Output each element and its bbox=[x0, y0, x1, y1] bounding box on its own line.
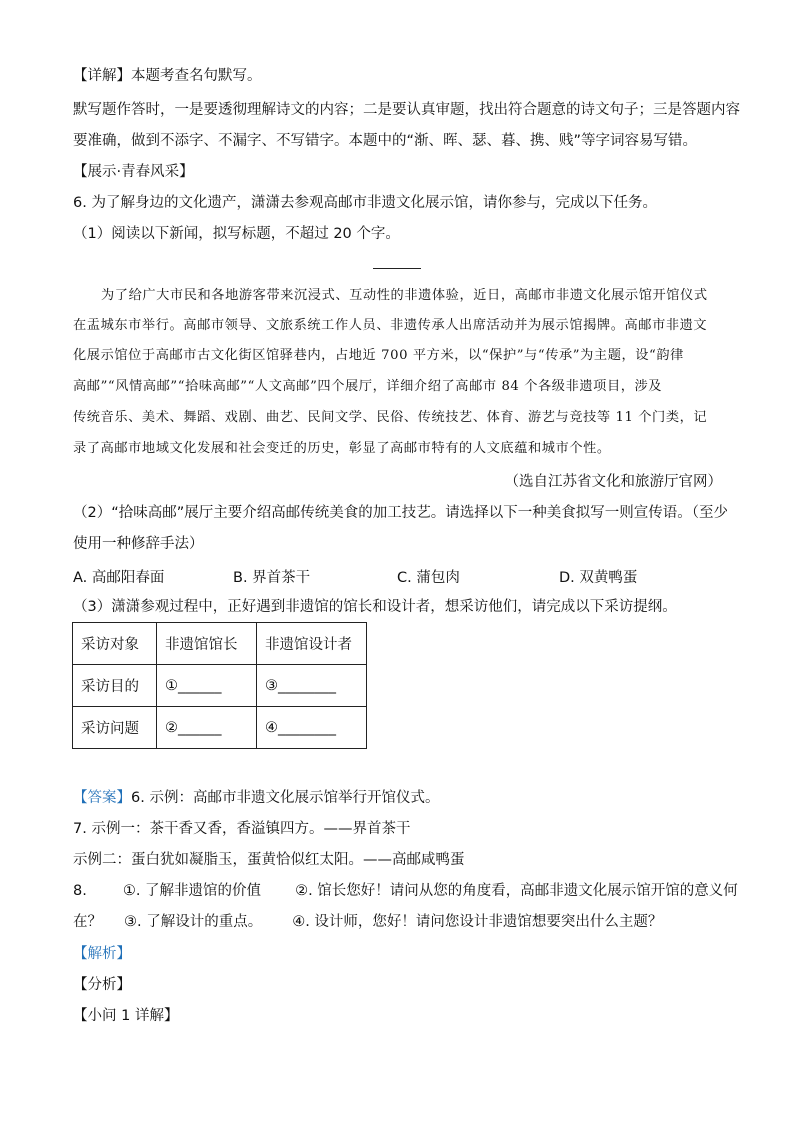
section-title: 【展示·青春风采】 bbox=[73, 164, 194, 180]
table-cell: ④________ bbox=[257, 707, 367, 749]
answer-8-item-2-end: 在？ bbox=[73, 914, 102, 930]
table-row bbox=[73, 623, 367, 665]
question-6-sub-1: （1）阅读以下新闻，拟写标题，不超过 20 个字。 bbox=[73, 226, 400, 242]
news-source: （选自江苏省文化和旅游厅官网） bbox=[504, 474, 722, 490]
news-line-5: 传统音乐、美术、舞蹈、戏剧、曲艺、民间文学、民俗、传统技艺、体育、游艺与竞技等 11 个门类，记 bbox=[73, 410, 708, 425]
news-line-2: 在盂城东市举行。高邮市领导、文旅系统工作人员、非遗传承人出席活动并为展示馆揭牌。高邮市非遗文 bbox=[73, 318, 708, 333]
title-blank-line bbox=[373, 268, 421, 269]
answer-tag: 【答案】 bbox=[73, 790, 131, 806]
answer-8-item-2: . 馆长您好！请问从您的角度看，高邮非遗文化展示馆开馆的意义何 bbox=[308, 883, 738, 899]
option-a: A. 高邮阳春面 bbox=[73, 570, 165, 586]
analysis-heading: 【分析】 bbox=[73, 977, 131, 993]
answer-8-marker-4: ④ bbox=[292, 914, 306, 930]
answer-8-item-3: . 了解设计的重点。 bbox=[137, 914, 263, 930]
table-row bbox=[73, 707, 367, 749]
table-cell: 采访问题 bbox=[73, 707, 157, 749]
news-line-4: 高邮”“风情高邮”“拾味高邮”“人文高邮”四个展厅，详细介绍了高邮市 84 个各级非遗项目，涉及 bbox=[73, 379, 663, 394]
interview-outline-table bbox=[72, 622, 367, 749]
option-b: B. 界首茶干 bbox=[233, 570, 311, 586]
question-6-sub-2-line-1: （2）“拾味高邮”展厅主要介绍高邮传统美食的加工技艺。请选择以下一种美食拟写一则宣传语。（至少 bbox=[73, 505, 728, 521]
answer-8-item-4: . 设计师，您好！请问您设计非遗馆想要突出什么主题？ bbox=[305, 914, 663, 930]
subquestion-1-heading: 【小问 1 详解】 bbox=[73, 1008, 179, 1024]
table-cell: 非遗馆设计者 bbox=[257, 623, 367, 665]
table-row bbox=[73, 665, 367, 707]
news-line-1: 为了给广大市民和各地游客带来沉浸式、互动性的非遗体验，近日，高邮市非遗文化展示馆开馆仪式 bbox=[101, 288, 708, 303]
option-d: D. 双黄鸭蛋 bbox=[559, 570, 638, 586]
answer-7-example-2: 示例二：蛋白犹如凝脂玉，蛋黄恰似红太阳。——高邮咸鸭蛋 bbox=[73, 852, 465, 868]
news-line-3: 化展示馆位于高邮市古文化街区馆驿巷内，占地近 700 平方米，以“保护”与“传承”为主题，设“韵律 bbox=[73, 348, 684, 363]
table-cell: 采访对象 bbox=[73, 623, 157, 665]
answer-8-line-2 bbox=[73, 912, 662, 932]
table-cell: 非遗馆馆长 bbox=[157, 623, 257, 665]
answer-6-text: 6. 示例：高邮市非遗文化展示馆举行开馆仪式。 bbox=[131, 790, 440, 806]
answer-6 bbox=[73, 788, 439, 808]
explain-paragraph-line-2: 要准确，做到不添字、不漏字、不写错字。本题中的“渐、晖、瑟、暮、携、贱”等字词容易写错。 bbox=[73, 133, 698, 149]
answer-8-item-1: . 了解非遗馆的价值 bbox=[135, 883, 262, 899]
question-6-sub-3: （3）潇潇参观过程中，正好遇到非遗馆的馆长和设计者，想采访他们，请完成以下采访提纲。 bbox=[73, 599, 677, 615]
question-6-intro: 6. 为了解身边的文化遗产，潇潇去参观高邮市非遗文化展示馆，请你参与，完成以下任务。 bbox=[73, 195, 657, 211]
answer-8-marker-3: ③ bbox=[124, 914, 137, 930]
analysis-tag: 【解析】 bbox=[73, 946, 131, 962]
answer-8-marker-1: ① bbox=[122, 883, 136, 899]
table-cell: ②______ bbox=[157, 707, 257, 749]
table-cell: ③________ bbox=[257, 665, 367, 707]
option-c: C. 蒲包肉 bbox=[397, 570, 460, 586]
explain-heading: 【详解】本题考查名句默写。 bbox=[73, 68, 262, 84]
question-6-sub-2-line-2: 使用一种修辞手法） bbox=[73, 536, 204, 552]
table-cell: 采访目的 bbox=[73, 665, 157, 707]
answer-8-line-1 bbox=[73, 881, 738, 901]
answer-8-marker-2: ② bbox=[295, 883, 309, 899]
news-line-6: 录了高邮市地域文化发展和社会变迁的历史，彰显了高邮市特有的人文底蕴和城市个性。 bbox=[73, 441, 611, 456]
explain-paragraph-line-1: 默写题作答时，一是要透彻理解诗文的内容；二是要认真审题，找出符合题意的诗文句子；三是答题内容 bbox=[73, 102, 740, 118]
answer-7-example-1: 7. 示例一：茶干香又香，香溢镇四方。——界首茶干 bbox=[73, 821, 411, 837]
answer-8-number: 8. bbox=[73, 883, 87, 899]
table-cell: ①______ bbox=[157, 665, 257, 707]
